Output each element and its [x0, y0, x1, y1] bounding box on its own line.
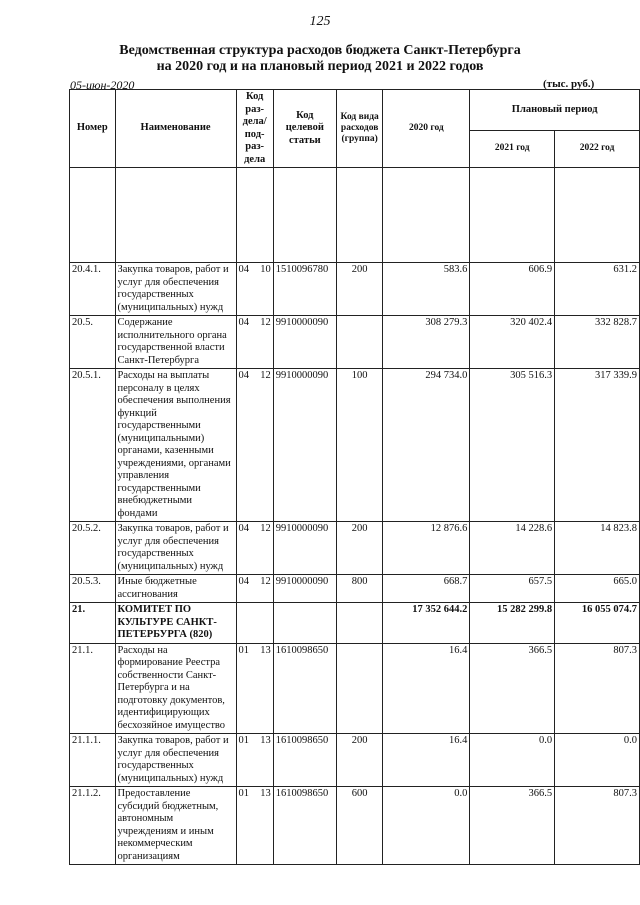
row-section [236, 787, 273, 865]
row-name: КОМИТЕТ ПО КУЛЬТУРЕ САНКТ-ПЕТЕРБУРГА (820) [115, 603, 236, 644]
row-value-2021: 15 282 299.8 [470, 603, 555, 644]
header-name: Наименование [115, 90, 236, 168]
row-section [236, 643, 273, 734]
row-name: Предоставление субсидий бюджетным, автономным учреждениям и иным некоммерческим организациям [115, 787, 236, 865]
row-target: 1610098650 [273, 787, 336, 865]
row-name: Расходы на формирование Реестра собственности Санкт-Петербурга и на подготовку документов, идентифицирующих бесхозяйное имущество [115, 643, 236, 734]
table-body [70, 263, 640, 865]
page-title [0, 43, 640, 75]
row-section [236, 734, 273, 787]
row-type: 800 [336, 575, 383, 603]
row-value-2022: 631.2 [555, 263, 640, 316]
row-number: 20.4.1. [70, 263, 116, 316]
row-value-2020: 0.0 [383, 787, 470, 865]
header-spacer [70, 168, 640, 263]
header-2021: 2021 год [470, 130, 555, 167]
header-target: Код целевой статьи [273, 90, 336, 168]
table-row [70, 263, 640, 316]
row-type [336, 603, 383, 644]
row-name: Закупка товаров, работ и услуг для обеспечения государственных (муниципальных) нужд [115, 522, 236, 575]
table-row [70, 603, 640, 644]
row-name: Иные бюджетные ассигнования [115, 575, 236, 603]
row-value-2022: 807.3 [555, 787, 640, 865]
row-value-2020: 308 279.3 [383, 316, 470, 369]
row-type: 100 [336, 369, 383, 522]
header-number: Номер [70, 90, 116, 168]
row-target: 1610098650 [273, 643, 336, 734]
row-value-2021: 606.9 [470, 263, 555, 316]
row-subsection-code: 12 [260, 370, 271, 381]
row-value-2020: 17 352 644.2 [383, 603, 470, 644]
table-row [70, 522, 640, 575]
row-value-2021: 305 516.3 [470, 369, 555, 522]
row-target: 9910000090 [273, 369, 336, 522]
row-subsection-code: 12 [260, 317, 271, 328]
row-section-code: 04 [238, 576, 250, 587]
row-value-2021: 320 402.4 [470, 316, 555, 369]
row-value-2020: 583.6 [383, 263, 470, 316]
title-line-1: Ведомственная структура расходов бюджета Санкт-Петербурга [119, 43, 521, 58]
row-type: 200 [336, 522, 383, 575]
row-subsection-code: 13 [260, 788, 271, 799]
row-subsection-code: 13 [260, 735, 271, 746]
row-number: 20.5.2. [70, 522, 116, 575]
row-value-2020: 294 734.0 [383, 369, 470, 522]
table-row [70, 575, 640, 603]
row-value-2021: 0.0 [470, 734, 555, 787]
table-row [70, 643, 640, 734]
row-value-2022: 0.0 [555, 734, 640, 787]
row-target: 1610098650 [273, 734, 336, 787]
header-section: Код раз- дела/ под- раз- дела [236, 90, 273, 168]
row-section [236, 603, 273, 644]
row-section [236, 316, 273, 369]
row-value-2022: 332 828.7 [555, 316, 640, 369]
row-type: 200 [336, 734, 383, 787]
row-section [236, 369, 273, 522]
document-date: 05-июн-2020 [70, 78, 135, 92]
row-value-2022: 317 339.9 [555, 369, 640, 522]
row-value-2022: 665.0 [555, 575, 640, 603]
row-value-2021: 14 228.6 [470, 522, 555, 575]
row-section-code: 04 [238, 317, 250, 328]
row-type: 200 [336, 263, 383, 316]
row-value-2020: 16.4 [383, 734, 470, 787]
row-section [236, 263, 273, 316]
row-section-code: 04 [238, 523, 250, 534]
header-2020: 2020 год [383, 90, 470, 168]
page-number: 125 [309, 14, 331, 29]
header-planned: Плановый период [470, 90, 640, 131]
row-name: Закупка товаров, работ и услуг для обеспечения государственных (муниципальных) нужд [115, 263, 236, 316]
row-number: 21.1.1. [70, 734, 116, 787]
row-value-2021: 366.5 [470, 643, 555, 734]
table-row [70, 369, 640, 522]
row-section-code: 01 [238, 644, 250, 656]
header-type: Код вида расходов (группа) [336, 90, 383, 168]
row-section [236, 522, 273, 575]
row-section [236, 575, 273, 603]
row-number: 21. [70, 603, 116, 644]
table-row [70, 787, 640, 865]
row-subsection-code: 10 [260, 264, 271, 275]
row-value-2022: 14 823.8 [555, 522, 640, 575]
row-type [336, 643, 383, 734]
row-value-2021: 366.5 [470, 787, 555, 865]
row-value-2020: 16.4 [383, 643, 470, 734]
header-2022: 2022 год [555, 130, 640, 167]
row-section-code: 01 [238, 735, 250, 746]
row-target: 9910000090 [273, 575, 336, 603]
row-subsection-code: 13 [260, 644, 271, 656]
table-row [70, 734, 640, 787]
row-value-2020: 668.7 [383, 575, 470, 603]
row-number: 21.1. [70, 643, 116, 734]
title-line-2: на 2020 год и на плановый период 2021 и 2022 годов [156, 59, 484, 74]
row-number: 20.5. [70, 316, 116, 369]
row-section-code: 01 [238, 788, 250, 799]
row-value-2022: 16 055 074.7 [555, 603, 640, 644]
row-subsection-code: 12 [260, 576, 271, 587]
row-type: 600 [336, 787, 383, 865]
row-value-2020: 12 876.6 [383, 522, 470, 575]
row-target: 1510096780 [273, 263, 336, 316]
row-value-2022: 807.3 [555, 643, 640, 734]
row-name: Расходы на выплаты персоналу в целях обеспечения выполнения функций государственными (муниципальными) органами, казенными учреждениями, органами управления государственными внебюджетными фондами [115, 369, 236, 522]
row-target: 9910000090 [273, 316, 336, 369]
units-label: (тыс. руб.) [543, 78, 595, 90]
row-name: Закупка товаров, работ и услуг для обеспечения государственных (муниципальных) нужд [115, 734, 236, 787]
row-target [273, 603, 336, 644]
row-name: Содержание исполнительного органа государственной власти Санкт-Петербурга [115, 316, 236, 369]
budget-table [69, 89, 640, 865]
row-type [336, 316, 383, 369]
row-target: 9910000090 [273, 522, 336, 575]
row-subsection-code: 12 [260, 523, 271, 534]
row-value-2021: 657.5 [470, 575, 555, 603]
row-number: 20.5.3. [70, 575, 116, 603]
row-number: 21.1.2. [70, 787, 116, 865]
row-section-code: 04 [238, 370, 250, 381]
row-section-code: 04 [238, 264, 250, 275]
row-number: 20.5.1. [70, 369, 116, 522]
table-row [70, 316, 640, 369]
